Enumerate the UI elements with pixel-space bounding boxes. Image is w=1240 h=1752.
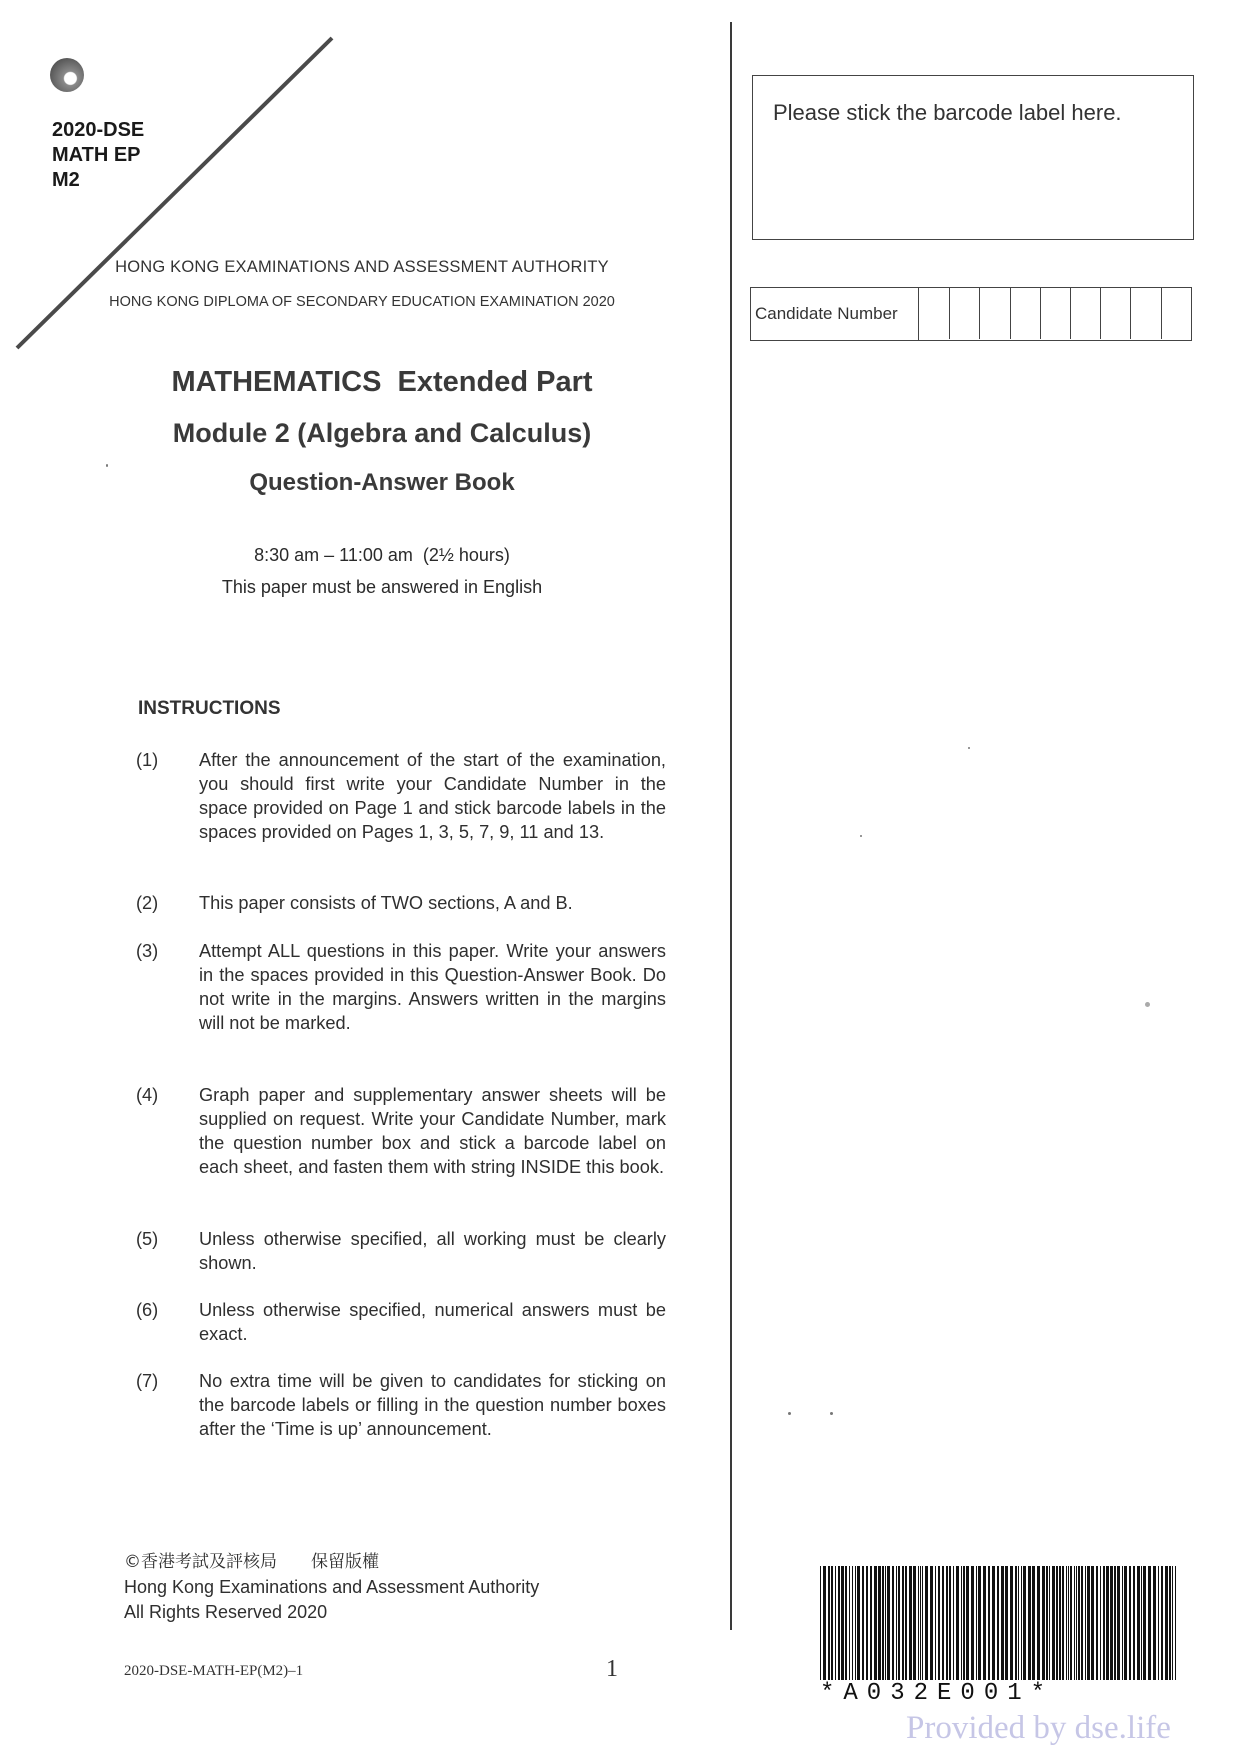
barcode-bar [1010, 1566, 1013, 1680]
barcode-bar [898, 1566, 900, 1680]
barcode-bar [1172, 1566, 1173, 1680]
candidate-number-label: Candidate Number [751, 288, 919, 340]
candidate-number-boxes[interactable] [919, 288, 1191, 340]
barcode-bar [1103, 1566, 1105, 1680]
barcode-bar [1141, 1566, 1142, 1680]
barcode-bar [1074, 1566, 1075, 1680]
exam-time: 8:30 am – 11:00 am (2½ hours) [254, 545, 510, 565]
barcode-bar [845, 1566, 847, 1680]
barcode-bar [1133, 1566, 1135, 1680]
barcode-bar [949, 1566, 951, 1680]
barcode-bar [997, 1566, 999, 1680]
instruction-text: Unless otherwise specified, all working must be clearly shown. [199, 1229, 666, 1273]
scan-speck [1145, 1002, 1150, 1007]
barcode-bar [1110, 1566, 1113, 1680]
barcode-bar [1068, 1566, 1069, 1680]
scan-speck [788, 1412, 791, 1415]
barcode-bar [913, 1566, 916, 1680]
barcode-bar [1078, 1566, 1080, 1680]
barcode-bar [1037, 1566, 1040, 1680]
barcode-bar [978, 1566, 981, 1680]
exam-name: HONG KONG DIPLOMA OF SECONDARY EDUCATION EXAMINATION 2020 [109, 294, 615, 310]
barcode-bar [988, 1566, 990, 1680]
barcode-bar [1023, 1566, 1026, 1680]
instruction-item [136, 891, 666, 915]
barcode-bar [1124, 1566, 1127, 1680]
candidate-number-box[interactable] [919, 288, 949, 339]
barcode-bar [946, 1566, 948, 1680]
instruction-item [136, 939, 666, 1035]
barcode-bar [1018, 1566, 1019, 1680]
scan-speck [968, 747, 970, 749]
barcode-text: *A032E001* [820, 1680, 1055, 1707]
barcode-bar [966, 1566, 969, 1680]
barcode-bar [855, 1566, 856, 1680]
barcode-bar [1175, 1566, 1176, 1680]
footer-paper-code: 2020-DSE-MATH-EP(M2)–1 [124, 1663, 304, 1679]
barcode-bar [961, 1566, 962, 1680]
instruction-number: (3) [136, 941, 159, 961]
column-divider [730, 22, 732, 1630]
barcode-bar [866, 1566, 868, 1680]
candidate-number-box[interactable] [1040, 288, 1070, 339]
candidate-number-box[interactable] [1100, 288, 1130, 339]
instruction-text: Graph paper and supplementary answer sheets will be supplied on request. Write your Candidate Number, mark the question number box and stick a barcode label on each sheet, and fasten them with string INSIDE this book. [199, 1085, 666, 1177]
barcode-bar [902, 1566, 904, 1680]
watermark: Provided by dse.life [906, 1710, 1171, 1746]
paper-code-line: M2 [52, 169, 80, 191]
barcode-bar [1114, 1566, 1116, 1680]
barcode-bar [918, 1566, 919, 1680]
barcode-bar [1052, 1566, 1055, 1680]
paper-code-line: 2020-DSE [52, 119, 145, 141]
language-note: This paper must be answered in English [221, 577, 543, 597]
barcode-bar [1046, 1566, 1048, 1680]
barcode-bar [1117, 1566, 1120, 1680]
copyright-chinese: ©香港考試及評核局 保留版權 [124, 1552, 379, 1572]
barcode-bar [905, 1566, 907, 1680]
barcode-bar [887, 1566, 890, 1680]
diagonal-line [0, 0, 400, 380]
barcode-bar [852, 1566, 853, 1680]
barcode-bar [1087, 1566, 1090, 1680]
barcode-bar [1056, 1566, 1058, 1680]
barcode-bar [1070, 1566, 1072, 1680]
barcode-bar [1081, 1566, 1083, 1680]
instruction-text: Unless otherwise specified, numerical answers must be exact. [199, 1300, 666, 1344]
barcode-bar [820, 1566, 821, 1680]
copyright-block [124, 1550, 539, 1625]
barcode-bar [1129, 1566, 1131, 1680]
barcode-bar [1143, 1566, 1146, 1680]
barcode-bar [849, 1566, 850, 1680]
instruction-number: (4) [136, 1085, 159, 1105]
barcode-bar [1015, 1566, 1017, 1680]
barcode-bar [1059, 1566, 1061, 1680]
barcode-bar [835, 1566, 836, 1680]
barcode-bar [1062, 1566, 1064, 1680]
barcode-bar [930, 1566, 933, 1680]
barcode-bar [1042, 1566, 1045, 1680]
instruction-number: (6) [136, 1300, 159, 1320]
barcode-bar [976, 1566, 977, 1680]
scan-speck [106, 464, 108, 467]
candidate-number-field[interactable] [750, 287, 1192, 341]
barcode-bar [1001, 1566, 1004, 1680]
barcode-bar [922, 1566, 923, 1680]
instruction-number: (2) [136, 893, 159, 913]
barcode-bar [892, 1566, 894, 1680]
barcode-bar [1005, 1566, 1008, 1680]
candidate-number-box[interactable] [1010, 288, 1040, 339]
barcode-label-text: Please stick the barcode label here. [773, 100, 1122, 125]
instruction-text: Attempt ALL questions in this paper. Write your answers in the spaces provided in this Question-Answer Book. Do not write in the margins. Answers written in the margins will not be marked. [199, 941, 666, 1033]
barcode-label-box [752, 75, 1194, 240]
barcode-bar [896, 1566, 897, 1680]
barcode-bar [1106, 1566, 1109, 1680]
barcode-image [820, 1566, 1182, 1680]
module-title: Module 2 (Algebra and Calculus) [172, 418, 592, 448]
instructions-heading: INSTRUCTIONS [138, 698, 281, 719]
candidate-number-box[interactable] [1070, 288, 1100, 339]
page-number: 1 [606, 1656, 618, 1682]
barcode-bar [1169, 1566, 1171, 1680]
barcode-bar [920, 1566, 921, 1680]
barcode-bar [878, 1566, 881, 1680]
barcode-bar [942, 1566, 944, 1680]
instruction-number: (5) [136, 1229, 159, 1249]
barcode-bar [983, 1566, 986, 1680]
barcode-bar [1148, 1566, 1151, 1680]
barcode-bar [841, 1566, 844, 1680]
scan-speck [830, 1412, 833, 1415]
barcode-bar [935, 1566, 936, 1680]
barcode-bar [828, 1566, 830, 1680]
barcode-bar [1096, 1566, 1098, 1680]
barcode-bar [1021, 1566, 1022, 1680]
barcode-bar [963, 1566, 965, 1680]
barcode-bar [909, 1566, 912, 1680]
instruction-item [136, 1083, 666, 1179]
instruction-text: This paper consists of TWO sections, A and B. [199, 893, 573, 913]
barcode-bar [1066, 1566, 1067, 1680]
instruction-number: (1) [136, 750, 159, 770]
barcode-bar [1028, 1566, 1031, 1680]
instruction-item [136, 748, 666, 844]
subject-title: MATHEMATICS Extended Part [171, 366, 593, 398]
barcode-bar [1100, 1566, 1101, 1680]
barcode-bar [1076, 1566, 1077, 1680]
barcode-bar [882, 1566, 884, 1680]
barcode-bar [925, 1566, 928, 1680]
barcode-bar [1049, 1566, 1050, 1680]
candidate-number-box[interactable] [979, 288, 1009, 339]
candidate-number-box[interactable] [949, 288, 979, 339]
instruction-item [136, 1369, 666, 1441]
barcode-bar [992, 1566, 995, 1680]
barcode-bar [1137, 1566, 1140, 1680]
barcode-bar [831, 1566, 833, 1680]
barcode-bar [870, 1566, 872, 1680]
instruction-number: (7) [136, 1371, 159, 1391]
barcode-bar [953, 1566, 954, 1680]
instruction-item [136, 1227, 666, 1275]
barcode-bar [862, 1566, 864, 1680]
scan-speck [860, 835, 862, 837]
barcode-bar [956, 1566, 959, 1680]
barcode-bar [823, 1566, 826, 1680]
barcode-bar [1165, 1566, 1168, 1680]
barcode-bar [1032, 1566, 1035, 1680]
barcode-bar [1085, 1566, 1086, 1680]
instruction-text: After the announcement of the start of the examination, you should first write your Candidate Number in the space provided on Page 1 and stick barcode labels in the spaces provided on Pages 1, 3, 5, 7, 9, 11 and 13. [199, 750, 666, 842]
candidate-number-box[interactable] [1130, 288, 1160, 339]
barcode-bar [1091, 1566, 1094, 1680]
barcode-bar [857, 1566, 860, 1680]
barcode-bar [971, 1566, 974, 1680]
copyright-rights: All Rights Reserved 2020 [124, 1602, 328, 1622]
copyright-english: Hong Kong Examinations and Assessment Authority [124, 1577, 540, 1597]
candidate-number-box[interactable] [1161, 288, 1191, 339]
book-title: Question-Answer Book [249, 469, 515, 496]
barcode-bar [1153, 1566, 1156, 1680]
barcode-bar [1122, 1566, 1123, 1680]
barcode-bar [1158, 1566, 1159, 1680]
barcode-bar [885, 1566, 886, 1680]
instruction-item [136, 1298, 666, 1346]
instruction-text: No extra time will be given to candidates for sticking on the barcode labels or filling in the question number boxes after the ‘Time is up’ announcement. [199, 1371, 666, 1439]
barcode-bar [874, 1566, 877, 1680]
barcode-bar [938, 1566, 940, 1680]
barcode-bar [838, 1566, 840, 1680]
barcode-bar [1161, 1566, 1163, 1680]
paper-code-line: MATH EP [52, 144, 141, 166]
authority-name: HONG KONG EXAMINATIONS AND ASSESSMENT AUTHORITY [115, 258, 609, 276]
